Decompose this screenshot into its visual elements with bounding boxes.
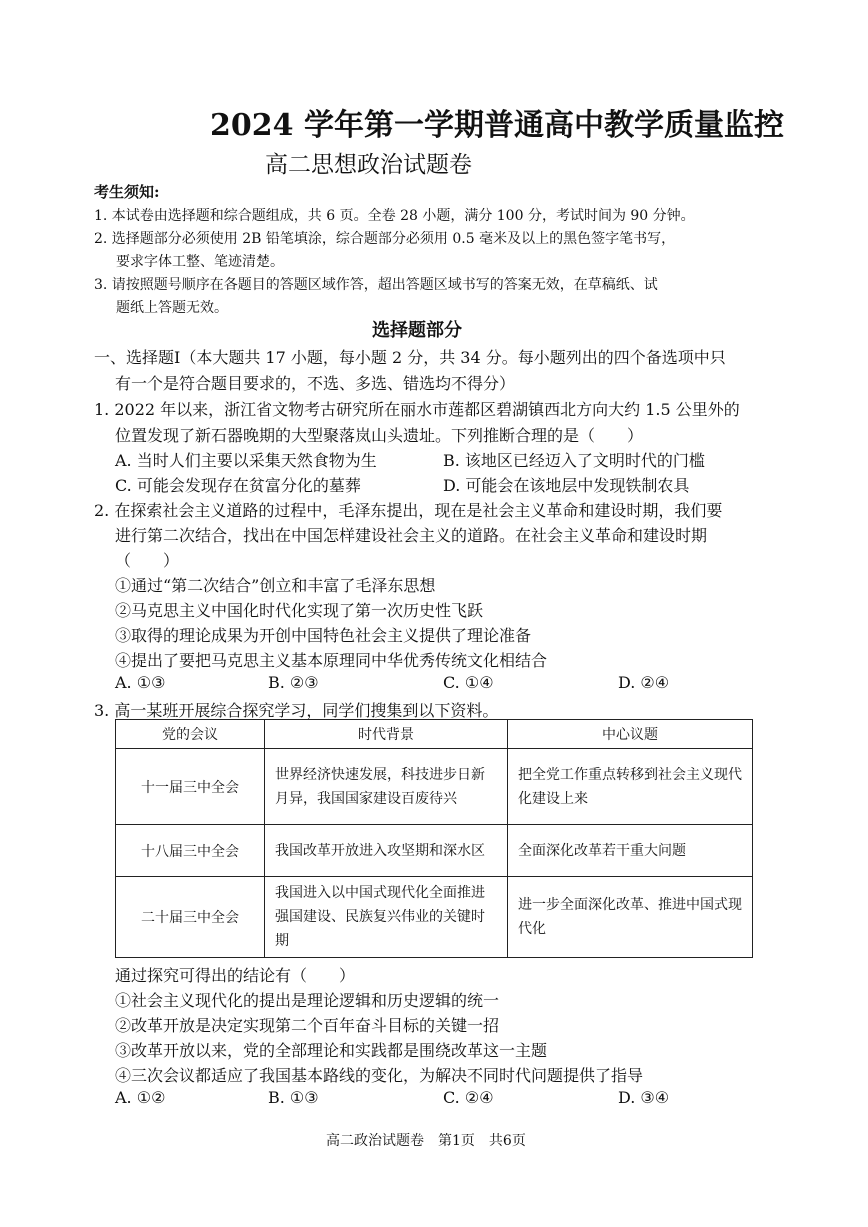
notice-heading: 考生须知:	[94, 183, 160, 201]
notice-item: 题纸上答题无效。	[116, 300, 228, 316]
question-2-option-c: C. ①④	[443, 673, 494, 692]
table-header-cell: 中心议题	[508, 720, 753, 749]
question-3-statement-3: ③改革开放以来，党的全部理论和实践都是围绕改革这一主题	[115, 1041, 548, 1060]
table-cell-topic: 全面深化改革若干重大问题	[508, 825, 753, 877]
part-instructions: 有一个是符合题目要求的，不选、多选、错选均不得分）	[115, 374, 516, 393]
table-cell-meeting: 十一届三中全会	[116, 749, 265, 825]
question-2-statement-1: ①通过“第二次结合”创立和丰富了毛泽东思想	[115, 576, 436, 595]
question-3-option-b: B. ①③	[268, 1088, 319, 1107]
question-3-option-c: C. ②④	[443, 1088, 494, 1107]
meeting-table	[115, 719, 753, 958]
page-footer: 高二政治试题卷 第1页 共6页	[326, 1133, 526, 1149]
table-cell-topic: 进一步全面深化改革、推进中国式现代化	[508, 877, 753, 958]
question-2-statement-3: ③取得的理论成果为开创中国特色社会主义提供了理论准备	[115, 626, 532, 645]
question-2-text: （ ）	[115, 551, 180, 570]
notice-item: 1. 本试卷由选择题和综合题组成，共 6 页。全卷 28 小题，满分 100 分，考试时间为 90 分钟。	[94, 208, 695, 224]
question-2-statement-2: ②马克思主义中国化时代化实现了第一次历史性飞跃	[115, 601, 484, 620]
exam-title: 2024 学年第一学期普通高中教学质量监控	[210, 108, 784, 143]
table-row	[116, 749, 753, 825]
section-title: 选择题部分	[372, 320, 462, 341]
question-3-stem: 通过探究可得出的结论有（ ）	[115, 966, 356, 985]
question-2-option-d: D. ②④	[618, 673, 670, 692]
notice-item: 要求字体工整、笔迹清楚。	[116, 254, 284, 270]
question-2-option-a: A. ①③	[115, 673, 166, 692]
question-1-option-b: B. 该地区已经迈入了文明时代的门槛	[443, 451, 705, 470]
table-header-cell: 党的会议	[116, 720, 265, 749]
question-3-option-d: D. ③④	[618, 1088, 670, 1107]
table-cell-meeting: 二十届三中全会	[116, 877, 265, 958]
question-1-option-d: D. 可能会在该地层中发现铁制农具	[443, 476, 690, 495]
table-cell-background: 我国改革开放进入攻坚期和深水区	[265, 825, 508, 877]
question-2-text: 2. 在探索社会主义道路的过程中，毛泽东提出，现在是社会主义革命和建设时期，我们要	[94, 501, 723, 520]
question-1-text: 位置发现了新石器晚期的大型聚落岚山头遗址。下列推断合理的是（ ）	[115, 426, 644, 445]
question-3-statement-4: ④三次会议都适应了我国基本路线的变化，为解决不同时代问题提供了指导	[115, 1066, 644, 1085]
question-1-text: 1. 2022 年以来，浙江省文物考古研究所在丽水市莲都区碧湖镇西北方向大约 1.5 公里外的	[94, 400, 740, 419]
question-3-text: 3. 高一某班开展综合探究学习，同学们搜集到以下资料。	[94, 701, 499, 720]
table-cell-background: 我国进入以中国式现代化全面推进强国建设、民族复兴伟业的关键时期	[265, 877, 508, 958]
exam-subtitle: 高二思想政治试题卷	[265, 152, 472, 178]
table-cell-meeting: 十八届三中全会	[116, 825, 265, 877]
table-header-row	[116, 720, 753, 749]
question-1-option-c: C. 可能会发现存在贫富分化的墓葬	[115, 476, 361, 495]
question-2-statement-4: ④提出了要把马克思主义基本原理同中华优秀传统文化相结合	[115, 651, 548, 670]
part-instructions: 一、选择题Ⅰ（本大题共 17 小题，每小题 2 分，共 34 分。每小题列出的四个备选项中只	[94, 348, 726, 367]
question-2-text: 进行第二次结合，找出在中国怎样建设社会主义的道路。在社会主义革命和建设时期	[115, 526, 708, 545]
question-2-option-b: B. ②③	[268, 673, 319, 692]
table-row	[116, 825, 753, 877]
question-1-option-a: A. 当时人们主要以采集天然食物为生	[115, 451, 377, 470]
table-header-cell: 时代背景	[265, 720, 508, 749]
table-cell-background: 世界经济快速发展，科技进步日新月异，我国国家建设百废待兴	[265, 749, 508, 825]
question-3-statement-2: ②改革开放是决定实现第二个百年奋斗目标的关键一招	[115, 1016, 500, 1035]
notice-item: 3. 请按照题号顺序在各题目的答题区域作答，超出答题区域书写的答案无效，在草稿纸、试	[94, 277, 658, 293]
question-3-option-a: A. ①②	[115, 1088, 166, 1107]
table-cell-topic: 把全党工作重点转移到社会主义现代化建设上来	[508, 749, 753, 825]
table-row	[116, 877, 753, 958]
notice-item: 2. 选择题部分必须使用 2B 铅笔填涂，综合题部分必须用 0.5 毫米及以上的黑色签字笔书写，	[94, 231, 676, 247]
question-3-statement-1: ①社会主义现代化的提出是理论逻辑和历史逻辑的统一	[115, 991, 500, 1010]
